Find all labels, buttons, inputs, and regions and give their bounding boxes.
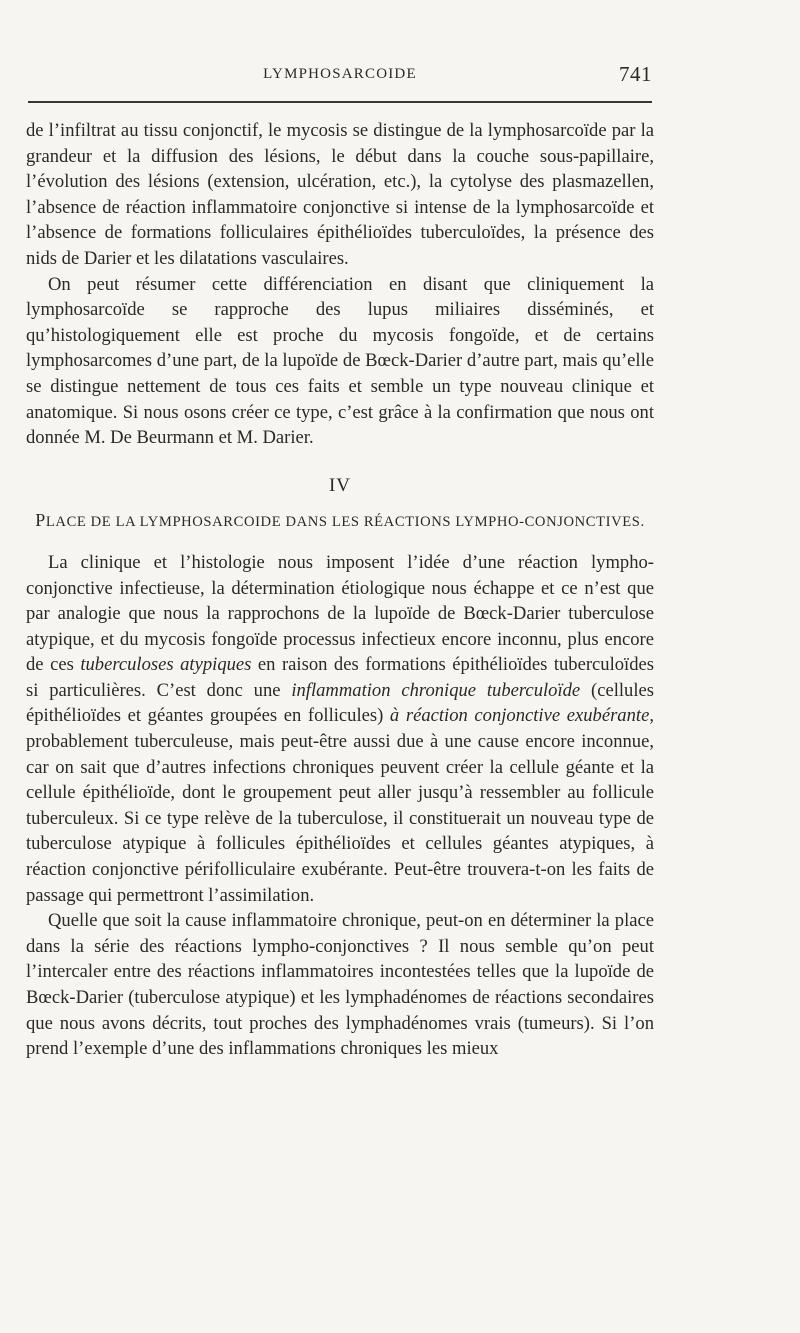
paragraph-3-italic-tuberculoses: tuberculoses atypiques	[80, 654, 252, 676]
body-text	[26, 118, 654, 1062]
paragraph-1: de l’infiltrat au tissu conjonctif, le mycosis se distingue de la lymphosarcoïde par la grandeur et la diffusion des lésions, le début dans la couche sous-papillaire, l’évolution des lésions (extension, ulcération, etc.), la cytolyse des plasmazellen, l’absence de réaction inflammatoire conjonctive si intense de la lymphosarcoïde et l’absence de formations folliculaires épithélioïdes tuberculoïdes, la présence des nids de Darier et les dilatations vasculaires.	[26, 120, 654, 269]
running-head	[28, 62, 652, 90]
page-number: 741	[619, 62, 652, 86]
paragraph-3-italic-reaction: à réaction conjonctive exubérante	[389, 705, 650, 727]
paragraph-2: On peut résumer cette différenciation en disant que cliniquement la lymphosarcoïde se rapproche des lupus miliaires disséminés, et qu’histologiquement elle est proche du mycosis fongoïde, et de certains lymphosarcomes d’une part, de la lupoïde de Bœck-Darier d’autre part, mais qu’elle se distingue nettement de tous ces faits et semble un type nouveau clinique et anatomique. Si nous osons créer ce type, c’est grâce à la confirmation que nous ont donnée M. De Beurmann et M. Darier.	[26, 273, 654, 449]
paragraph-3-part-c: en raison des formations épithélioïdes tuberculoïdes si particulières. C’est donc une	[26, 654, 654, 701]
paragraph-4: Quelle que soit la cause inflammatoire chronique, peut-on en déterminer la place dans la série des réactions lympho-conjonctives ? Il nous semble qu’on peut l’intercaler entre des réactions inflammatoires incontestées telles que la lupoïde de Bœck-Darier (tuberculose atypique) et les lymphadénomes de réactions secondaires que nous avons décrits, tout proches des lymphadénomes vrais (tumeurs). Si l’on prend l’exemple d’une des inflammations chroniques les mieux	[26, 910, 654, 1060]
paragraph-3-part-g: , probablement tuberculeuse, mais peut-être aussi due à une cause encore inconnue, car on sait que d’autres infections chroniques peuvent créer la cellule géante et la cellule épithélioïde, dont le groupement peut aller jusqu’à ressembler au follicule tuberculeux. Si ce type relève de la tuberculose, il constituerait un nouveau type de tuberculose atypique à follicules épithélioïdes et cellules géantes atypiques, à réaction conjonctive périfolliculaire exubérante. Peut-être trouvera-t-on les faits de passage qui permettront l’assimilation.	[26, 705, 654, 906]
section-heading-initial: P	[35, 510, 46, 531]
section-number: IV	[328, 474, 352, 496]
paragraph-3-italic-inflammation: inflammation chronique tuberculoïde	[291, 679, 581, 701]
section-heading	[26, 508, 654, 536]
paragraph-3	[26, 550, 654, 908]
paragraph-3-part-a: La clinique et l’histologie nous imposent l’idée d’une réaction lympho-conjonctive infectieuse, la détermination étiologique nous échappe et ce n’est que par analogie que nous la rapprochons de la lupoïde de Bœck-Darier tuberculose atypique, et du mycosis fongoïde processus infectieux encore inconnu, plus encore de ces	[26, 551, 654, 676]
running-title: LYMPHOSARCOIDE	[263, 66, 417, 82]
header-rule	[28, 101, 652, 103]
paragraph-3-part-e: (cellules épithélioïdes et géantes groupées en follicules)	[26, 679, 654, 727]
section-heading-rest: LACE DE LA LYMPHOSARCOIDE DANS LES RÉACTIONS LYMPHO-CONJONCTIVES.	[45, 514, 645, 531]
